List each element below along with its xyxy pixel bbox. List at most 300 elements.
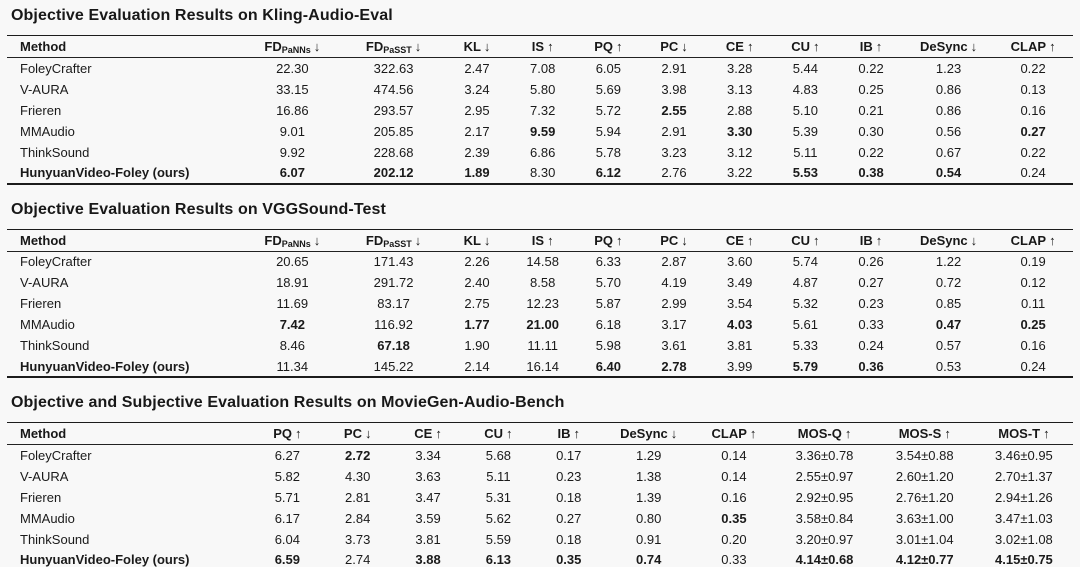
col-label: CLAP <box>1010 232 1047 248</box>
cell-pq: 6.12 <box>595 165 621 180</box>
arrow-up-icon: ↑ <box>295 426 302 441</box>
cell-mos_s: 2.76±1.20 <box>895 489 954 505</box>
arrow-up-icon: ↑ <box>506 426 513 441</box>
cell-desync: 0.67 <box>935 144 962 160</box>
cell-cu: 5.79 <box>792 358 819 374</box>
table-row <box>7 293 1073 314</box>
col-header-ib <box>534 423 604 445</box>
cell-is: 7.32 <box>530 102 556 118</box>
cell-fd_passt: 116.92 <box>374 317 413 332</box>
cell-kl: 2.14 <box>464 358 490 374</box>
cell-mos_t: 3.46±0.95 <box>995 447 1053 463</box>
cell-ib: 0.24 <box>858 338 884 353</box>
table-row <box>7 100 1073 121</box>
arrow-up-icon: ↑ <box>616 232 623 248</box>
cell-cu: 5.39 <box>792 123 819 139</box>
vggsound-test-section <box>7 201 1073 379</box>
cell-cu: 6.13 <box>485 552 512 567</box>
cell-ib: 0.23 <box>858 296 884 311</box>
cell-pq: 5.71 <box>274 489 301 505</box>
col-subscript: PaNNs <box>281 238 311 249</box>
cell-ib: 0.22 <box>858 60 884 76</box>
table-row <box>7 529 1073 550</box>
cell-mos_q: 3.20±0.97 <box>795 531 854 547</box>
col-label: CE <box>725 232 744 248</box>
col-label: Method <box>20 39 67 54</box>
cell-method: FoleyCrafter <box>20 60 92 76</box>
cell-desync: 1.23 <box>935 60 962 76</box>
table-row <box>7 466 1073 487</box>
cell-is: 5.80 <box>530 81 556 97</box>
cell-cu: 5.31 <box>485 489 512 505</box>
arrow-up-icon: ↑ <box>844 426 852 441</box>
table-row <box>7 508 1073 529</box>
arrow-down-icon: ↓ <box>681 232 688 248</box>
cell-fd_panns: 9.92 <box>279 144 305 160</box>
cell-ce: 3.88 <box>415 552 441 567</box>
col-label: CE <box>414 426 433 441</box>
cell-cu: 5.11 <box>793 144 818 160</box>
kling-results-table <box>7 35 1073 185</box>
cell-fd_passt: 145.22 <box>373 358 414 374</box>
cell-mos_s: 3.63±1.00 <box>895 510 954 526</box>
arrow-up-icon: ↑ <box>746 39 754 54</box>
col-label: IB <box>859 232 873 248</box>
table-row <box>7 142 1073 163</box>
cell-cu: 5.68 <box>485 447 512 463</box>
cell-cu: 5.61 <box>792 317 819 332</box>
col-label: CU <box>791 39 810 54</box>
cell-pc: 2.74 <box>345 552 371 567</box>
cell-desync: 0.57 <box>935 338 962 353</box>
cell-clap: 0.11 <box>1020 296 1046 311</box>
cell-method: ThinkSound <box>20 144 90 160</box>
cell-fd_passt: 293.57 <box>373 102 414 118</box>
cell-ce: 3.22 <box>727 165 753 180</box>
cell-ce: 4.03 <box>727 317 753 332</box>
arrow-up-icon: ↑ <box>573 426 580 441</box>
cell-desync: 0.47 <box>935 317 962 332</box>
cell-fd_passt: 291.72 <box>373 275 414 290</box>
cell-pq: 6.59 <box>274 552 301 567</box>
cell-fd_passt: 205.85 <box>373 123 414 139</box>
arrow-down-icon: ↓ <box>970 232 978 248</box>
cell-pc: 3.17 <box>661 317 687 332</box>
arrow-down-icon: ↓ <box>313 39 321 54</box>
col-header-ce <box>707 36 773 58</box>
col-header-ib <box>838 229 904 251</box>
cell-ib: 0.27 <box>556 510 582 526</box>
col-label: CLAP <box>711 426 747 441</box>
cell-pc: 3.73 <box>345 531 371 547</box>
kling-table-body <box>7 58 1073 184</box>
vggsound-results-table <box>7 229 1073 379</box>
cell-pc: 2.72 <box>345 447 371 463</box>
col-header-clap <box>993 36 1073 58</box>
col-header-method <box>7 229 242 251</box>
arrow-down-icon: ↓ <box>483 39 491 54</box>
table-row <box>7 121 1073 142</box>
col-header-is <box>510 229 576 251</box>
cell-mos_q: 2.55±0.97 <box>795 468 854 484</box>
cell-clap: 0.14 <box>721 447 747 463</box>
col-label: PQ <box>273 426 292 441</box>
col-header-desync <box>904 36 993 58</box>
col-label: PC <box>343 426 362 441</box>
table-row <box>7 251 1073 272</box>
arrow-down-icon: ↓ <box>681 39 688 54</box>
moviegen-audio-bench-section <box>7 394 1073 567</box>
cell-method: MMAudio <box>20 510 75 526</box>
arrow-up-icon: ↑ <box>435 426 442 441</box>
col-header-mos_q <box>774 423 874 445</box>
cell-cu: 5.11 <box>486 468 511 484</box>
arrow-up-icon: ↑ <box>1049 39 1056 54</box>
cell-is: 11.11 <box>527 338 558 353</box>
cell-ib: 0.23 <box>556 468 582 484</box>
col-header-fd_passt <box>343 36 444 58</box>
cell-kl: 1.90 <box>464 338 490 353</box>
col-label: MOS-T <box>998 426 1041 441</box>
cell-fd_panns: 18.91 <box>276 275 309 290</box>
cell-mos_s: 2.60±1.20 <box>895 468 954 484</box>
kling-audio-eval-section <box>7 7 1073 185</box>
cell-fd_passt: 171.43 <box>373 254 414 270</box>
cell-mos_s: 3.01±1.04 <box>895 531 954 547</box>
cell-method: V-AURA <box>20 81 69 97</box>
col-subscript: PaNNs <box>281 45 311 55</box>
cell-pc: 2.55 <box>661 102 687 118</box>
cell-method: MMAudio <box>20 123 75 139</box>
col-header-pq <box>576 36 642 58</box>
cell-method: Frieren <box>20 102 62 118</box>
cell-pq: 5.82 <box>274 468 301 484</box>
col-label: CU <box>791 232 810 248</box>
arrow-up-icon: ↑ <box>1043 426 1050 441</box>
cell-is: 21.00 <box>526 317 559 332</box>
cell-cu: 5.33 <box>792 338 819 353</box>
cell-pc: 2.87 <box>661 254 687 270</box>
col-header-ce <box>393 423 463 445</box>
col-header-fd_panns <box>242 36 343 58</box>
cell-mos_s: 3.54±0.88 <box>895 447 954 463</box>
arrow-down-icon: ↓ <box>483 232 491 248</box>
cell-desync: 0.86 <box>935 102 962 118</box>
cell-mos_t: 3.47±1.03 <box>995 510 1053 526</box>
arrow-up-icon: ↑ <box>746 232 754 248</box>
arrow-up-icon: ↑ <box>749 426 757 441</box>
header-row <box>7 36 1073 58</box>
cell-desync: 1.39 <box>636 489 662 505</box>
cell-clap: 0.20 <box>721 531 747 547</box>
cell-is: 12.23 <box>526 296 559 311</box>
cell-desync: 0.74 <box>636 552 662 567</box>
cell-method: HunyuanVideo-Foley (ours) <box>20 552 190 567</box>
cell-pc: 2.78 <box>661 358 687 374</box>
cell-mos_t: 2.94±1.26 <box>995 489 1053 505</box>
cell-fd_panns: 8.46 <box>279 338 305 353</box>
cell-is: 9.59 <box>530 123 556 139</box>
cell-ib: 0.27 <box>858 275 884 290</box>
cell-is: 6.86 <box>530 144 556 160</box>
cell-cu: 5.62 <box>485 510 512 526</box>
cell-fd_panns: 7.42 <box>279 317 305 332</box>
cell-kl: 2.26 <box>464 254 490 270</box>
col-header-method <box>7 423 252 445</box>
vggsound-table-title: Objective Evaluation Results on VGGSound-Test <box>11 200 386 218</box>
cell-pq: 6.05 <box>595 60 621 76</box>
cell-method: FoleyCrafter <box>20 254 92 270</box>
col-label: CU <box>484 426 504 441</box>
cell-method: Frieren <box>20 296 62 311</box>
col-header-pc <box>641 36 707 58</box>
col-subscript: PaSST <box>383 45 412 55</box>
cell-ce: 3.30 <box>727 123 753 139</box>
table-row <box>7 58 1073 79</box>
col-header-ib <box>838 36 904 58</box>
col-label: PC <box>660 39 679 54</box>
cell-pq: 5.72 <box>595 102 621 118</box>
table-row <box>7 79 1073 100</box>
col-label: KL <box>463 39 481 54</box>
cell-method: FoleyCrafter <box>20 447 92 463</box>
cell-is: 7.08 <box>530 60 556 76</box>
cell-clap: 0.16 <box>1020 338 1046 353</box>
cell-pq: 5.78 <box>595 144 621 160</box>
arrow-up-icon: ↑ <box>813 232 820 248</box>
cell-ib: 0.36 <box>858 358 884 374</box>
cell-pq: 5.70 <box>595 275 621 290</box>
col-header-kl <box>444 36 510 58</box>
col-header-cu <box>773 229 839 251</box>
cell-mos_q: 3.36±0.78 <box>795 447 854 463</box>
cell-desync: 1.29 <box>636 447 662 463</box>
cell-ce: 3.13 <box>727 81 753 97</box>
arrow-down-icon: ↓ <box>970 39 978 54</box>
cell-pq: 5.94 <box>595 123 621 139</box>
cell-method: HunyuanVideo-Foley (ours) <box>20 358 190 374</box>
cell-method: V-AURA <box>20 275 69 290</box>
cell-clap: 0.12 <box>1020 275 1046 290</box>
cell-fd_panns: 16.86 <box>276 102 309 118</box>
col-header-pq <box>576 229 642 251</box>
table-row <box>7 314 1073 335</box>
cell-mos_t: 3.02±1.08 <box>995 531 1053 547</box>
cell-clap: 0.24 <box>1020 358 1046 374</box>
moviegen-results-table <box>7 422 1073 567</box>
cell-pc: 2.81 <box>345 489 371 505</box>
cell-method: ThinkSound <box>20 338 90 353</box>
arrow-down-icon: ↓ <box>364 426 372 441</box>
cell-method: V-AURA <box>20 468 69 484</box>
cell-cu: 5.32 <box>792 296 819 311</box>
col-header-desync <box>904 229 993 251</box>
cell-pc: 2.84 <box>345 510 371 526</box>
col-label: DeSync <box>620 426 668 441</box>
arrow-up-icon: ↑ <box>875 39 883 54</box>
cell-kl: 2.75 <box>464 296 490 311</box>
cell-is: 8.58 <box>530 275 556 290</box>
arrow-up-icon: ↑ <box>547 232 554 248</box>
cell-desync: 0.56 <box>935 123 962 139</box>
arrow-down-icon: ↓ <box>313 232 321 248</box>
cell-pq: 6.40 <box>595 358 621 374</box>
cell-ce: 3.60 <box>727 254 753 270</box>
col-label: IB <box>859 39 873 54</box>
cell-kl: 2.39 <box>464 144 490 160</box>
cell-ce: 3.81 <box>415 531 441 547</box>
cell-fd_passt: 474.56 <box>373 81 414 97</box>
cell-pc: 4.30 <box>345 468 371 484</box>
cell-is: 16.14 <box>526 358 559 374</box>
kling-table-title: Objective Evaluation Results on Kling-Audio-Eval <box>11 7 393 24</box>
col-header-pq <box>252 423 322 445</box>
col-header-fd_panns <box>242 229 343 251</box>
cell-ib: 0.33 <box>858 317 884 332</box>
cell-mos_s: 4.12±0.77 <box>895 552 954 567</box>
cell-clap: 0.22 <box>1020 144 1046 160</box>
col-label: Method <box>20 232 67 248</box>
cell-clap: 0.13 <box>1020 81 1046 97</box>
cell-pc: 2.91 <box>661 123 687 139</box>
arrow-up-icon: ↑ <box>1049 232 1056 248</box>
header-row <box>7 229 1073 251</box>
cell-fd_panns: 22.30 <box>276 60 309 76</box>
col-header-clap <box>693 423 774 445</box>
moviegen-table-title: Objective and Subjective Evaluation Results on MovieGen-Audio-Bench <box>11 394 565 411</box>
arrow-up-icon: ↑ <box>813 39 820 54</box>
col-header-clap <box>993 229 1073 251</box>
cell-ce: 3.34 <box>415 447 441 463</box>
cell-cu: 4.83 <box>792 81 819 97</box>
cell-ce: 3.99 <box>727 358 753 374</box>
cell-ce: 3.59 <box>415 510 441 526</box>
cell-kl: 1.89 <box>464 165 490 180</box>
arrow-up-icon: ↑ <box>616 39 623 54</box>
col-label: MOS-Q <box>797 426 842 441</box>
cell-fd_panns: 33.15 <box>276 81 309 97</box>
col-header-ce <box>707 229 773 251</box>
cell-fd_passt: 202.12 <box>373 165 414 180</box>
col-label: DeSync <box>919 39 968 54</box>
cell-ib: 0.35 <box>556 552 582 567</box>
col-header-kl <box>444 229 510 251</box>
vggsound-table-header <box>7 229 1073 251</box>
col-label: IB <box>557 426 571 441</box>
arrow-down-icon: ↓ <box>670 426 678 441</box>
col-label: Method <box>20 426 67 441</box>
cell-pc: 3.98 <box>661 81 687 97</box>
cell-pq: 6.17 <box>274 510 301 526</box>
cell-pc: 4.19 <box>661 275 687 290</box>
kling-table-header <box>7 36 1073 58</box>
cell-kl: 2.40 <box>464 275 490 290</box>
cell-ib: 0.17 <box>556 447 582 463</box>
col-label: IS <box>531 39 545 54</box>
cell-pq: 6.33 <box>595 254 621 270</box>
col-label: CE <box>725 39 744 54</box>
arrow-up-icon: ↑ <box>875 232 883 248</box>
cell-ce: 3.47 <box>415 489 441 505</box>
cell-fd_passt: 83.17 <box>377 296 410 311</box>
cell-pc: 2.91 <box>661 60 687 76</box>
cell-clap: 0.16 <box>721 489 747 505</box>
cell-cu: 5.44 <box>792 60 819 76</box>
cell-desync: 1.38 <box>636 468 662 484</box>
col-label: PC <box>660 232 679 248</box>
cell-ib: 0.22 <box>858 144 884 160</box>
col-label: FD <box>264 39 282 54</box>
cell-ib: 0.18 <box>556 531 582 547</box>
cell-pc: 3.23 <box>661 144 687 160</box>
cell-mos_q: 2.92±0.95 <box>795 489 854 505</box>
col-subscript: PaSST <box>383 238 412 249</box>
col-label: KL <box>463 232 481 248</box>
cell-desync: 0.91 <box>636 531 662 547</box>
table-row <box>7 335 1073 356</box>
cell-ib: 0.25 <box>858 81 884 97</box>
col-header-mos_t <box>975 423 1073 445</box>
arrow-down-icon: ↓ <box>414 39 422 54</box>
cell-desync: 0.85 <box>935 296 962 311</box>
cell-desync: 0.80 <box>636 510 662 526</box>
cell-fd_panns: 11.69 <box>276 296 309 311</box>
cell-cu: 5.53 <box>792 165 819 180</box>
cell-method: MMAudio <box>20 317 75 332</box>
cell-clap: 0.22 <box>1020 60 1046 76</box>
cell-clap: 0.16 <box>1020 102 1046 118</box>
cell-mos_q: 3.58±0.84 <box>795 510 854 526</box>
cell-fd_panns: 11.34 <box>276 358 309 374</box>
cell-pq: 5.69 <box>595 81 621 97</box>
cell-desync: 0.53 <box>935 358 962 374</box>
cell-is: 14.58 <box>526 254 559 270</box>
col-header-pc <box>641 229 707 251</box>
cell-fd_panns: 20.65 <box>276 254 309 270</box>
cell-mos_t: 2.70±1.37 <box>995 468 1053 484</box>
col-header-fd_passt <box>343 229 444 251</box>
cell-method: ThinkSound <box>20 531 90 547</box>
col-label: IS <box>531 232 545 248</box>
moviegen-table-body <box>7 445 1073 567</box>
cell-fd_passt: 228.68 <box>373 144 414 160</box>
cell-ib: 0.18 <box>556 489 582 505</box>
cell-method: Frieren <box>20 489 62 505</box>
cell-pq: 5.98 <box>595 338 621 353</box>
cell-fd_passt: 322.63 <box>373 60 414 76</box>
cell-cu: 5.74 <box>792 254 819 270</box>
cell-desync: 0.72 <box>935 275 962 290</box>
cell-kl: 2.95 <box>464 102 490 118</box>
cell-kl: 2.17 <box>464 123 490 139</box>
cell-clap: 0.27 <box>1020 123 1046 139</box>
cell-pq: 6.27 <box>274 447 301 463</box>
col-label: MOS-S <box>898 426 942 441</box>
col-header-cu <box>773 36 839 58</box>
cell-clap: 0.33 <box>721 552 747 567</box>
cell-cu: 5.10 <box>792 102 819 118</box>
cell-clap: 0.19 <box>1020 254 1046 270</box>
cell-kl: 2.47 <box>464 60 490 76</box>
cell-ib: 0.38 <box>858 165 884 180</box>
cell-clap: 0.25 <box>1020 317 1046 332</box>
cell-mos_q: 4.14±0.68 <box>795 552 854 567</box>
col-label: DeSync <box>919 232 968 248</box>
cell-ce: 3.28 <box>727 60 753 76</box>
cell-fd_panns: 6.07 <box>279 165 305 180</box>
col-header-desync <box>604 423 694 445</box>
cell-cu: 4.87 <box>792 275 819 290</box>
